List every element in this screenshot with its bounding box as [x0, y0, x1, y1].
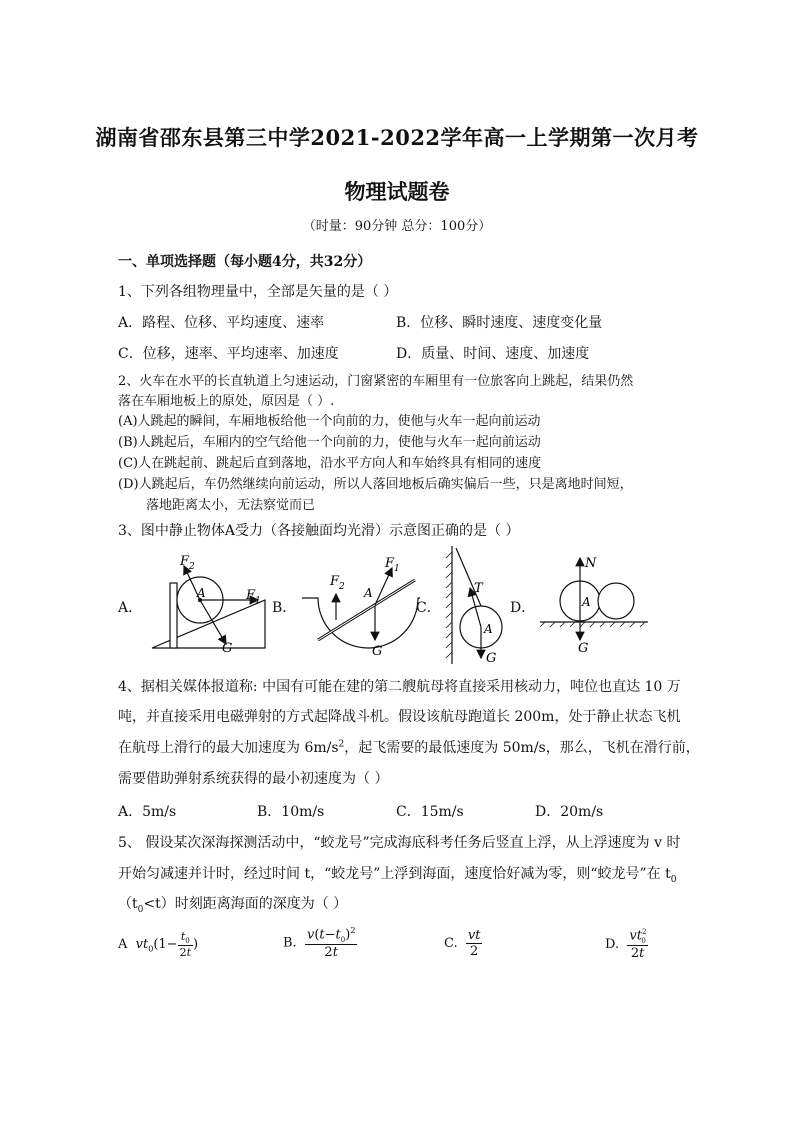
q5-line2-sub: 0: [670, 874, 677, 885]
q4-line3-sup: 2: [338, 739, 345, 750]
figure-a-wall: [170, 583, 177, 648]
q4-line3-b: ，起飞需要的最低速度为 50m/s，那么，飞机在滑行前，: [344, 740, 700, 756]
figure-d-a-label: A: [582, 595, 591, 609]
q2-option-c: (C)人在跳起前、跳起后直到落地，沿水平方向人和车始终具有相同的速度: [118, 456, 542, 471]
figure-a-a-label: A: [197, 586, 206, 600]
q3-figures: [0, 540, 794, 670]
figure-b-g-label: G: [372, 644, 383, 659]
figure-c-a-label: A: [484, 622, 493, 636]
figure-b-f1-sub: 1: [394, 564, 400, 574]
section-heading: 一、单项选择题（每小题4分，共32分）: [118, 254, 372, 270]
figure-a: [152, 566, 265, 648]
q1-option-a: A．路程、位移、平均速度、速率: [118, 315, 325, 331]
q5-option-c-formula: $\frac{vt}{2}$: [467, 928, 481, 959]
q5-line3: [118, 893, 347, 915]
figure-a-f2-sub: 2: [189, 562, 195, 572]
q5-option-c: [444, 928, 482, 959]
q5-option-d-label: D.: [605, 936, 620, 952]
figure-a-f2-label: F: [180, 554, 190, 569]
q2-stem-line1: 2、火车在水平的长直轨道上匀速运动，门窗紧密的车厢里有一位旅客向上跳起，结果仍然: [118, 374, 634, 389]
figure-c-g-label: G: [486, 651, 497, 666]
figure-b-f2-label: F: [330, 574, 340, 589]
q1-stem: 1、下列各组物理量中，全部是矢量的是（ ）: [118, 284, 398, 300]
q3-label-d: D．: [510, 600, 536, 616]
q5-option-d: [605, 928, 648, 961]
q5-line3-sub: 0: [137, 904, 144, 915]
q1-option-d: D．质量、时间、速度、加速度: [396, 346, 590, 362]
q4-line2: 吨，并直接采用电磁弹射的方式起降战斗机。假设该航母跑道长 200m，处于静止状态飞机: [118, 709, 681, 725]
q3-stem: 3、图中静止物体A受力（各接触面均光滑）示意图正确的是（ ）: [118, 523, 520, 539]
q2-option-b: (B)人跳起后，车厢内的空气给他一个向前的力，使他与火车一起向前运动: [118, 435, 541, 450]
figure-a-g-label: G: [222, 641, 233, 656]
q5-line3-a: （t: [118, 896, 138, 912]
exam-meta: （时量：90分钟 总分：100分）: [302, 219, 492, 234]
q4-option-d: D．20m/s: [535, 804, 604, 820]
q5-option-a-label: A: [118, 937, 128, 953]
q5-option-c-label: C.: [444, 936, 458, 951]
q5-line2-text: 开始匀减速并计时，经过时间 t，“蛟龙号”上浮到海面，速度恰好减为零，则“蛟龙号”在 t: [118, 866, 671, 882]
q2-option-a: (A)人跳起的瞬间，车厢地板给他一个向前的力，使他与火车一起向前运动: [118, 414, 541, 429]
q1-option-c: C．位移，速率、平均速率、加速度: [118, 346, 339, 362]
figure-b-f2-sub: 2: [339, 582, 345, 592]
figure-d-n-label: N: [585, 556, 597, 571]
figure-c-rope: [456, 548, 481, 606]
figure-b-f1-label: F: [385, 556, 395, 571]
figure-b: [302, 568, 420, 648]
exam-subtitle: 物理试题卷: [344, 179, 450, 204]
q5-option-a-formula: $vt_0(1-$ $\frac{t_0}{2t}$ ): [135, 930, 199, 960]
q4-option-a: A．5m/s: [118, 804, 177, 820]
q5-option-b-formula: $\frac{v(t-t_0)^2}{2t}$: [306, 926, 356, 960]
exam-title: 湖南省邵东县第三中学2021-2022学年高一上学期第一次月考: [95, 125, 699, 150]
q3-label-a: A．: [118, 600, 143, 616]
q4-line1: 4、据相关媒体报道称: 中国有可能在建的第二艘航母将直接采用核动力，吨位也直达 10 万: [118, 679, 681, 695]
q4-option-c: C．15m/s: [396, 804, 464, 820]
q4-line3: [118, 737, 700, 757]
q5-option-b-label: B.: [283, 935, 297, 951]
figure-a-f1-label: F: [246, 588, 256, 603]
q4-line3-a: 在航母上滑行的最大加速度为 6m/s: [118, 740, 339, 756]
q2-option-d-line2: 落地距离太小，无法察觉而已: [146, 498, 316, 513]
q2-option-d-line1: (D)人跳起后，车仍然继续向前运动，所以人落回地板后确实偏后一些，只是离地时间短，: [118, 477, 633, 492]
q1-option-b: B．位移、瞬时速度、速度变化量: [396, 315, 603, 331]
figure-a-f1-sub: 1: [255, 596, 261, 606]
q3-label-b: B．: [272, 600, 297, 616]
figure-c-t-label: T: [474, 581, 483, 596]
figure-b-a-label: A: [364, 586, 373, 600]
figure-c: [446, 546, 502, 664]
q5-option-b: [283, 926, 357, 960]
q5-line1: 5、 假设某次深海探测活动中，“蛟龙号”完成海底科考任务后竖直上浮，从上浮速度为 v 时: [118, 835, 681, 851]
q4-line4: 需要借助弹射系统获得的最小初速度为（ ）: [118, 771, 389, 787]
q5-option-d-formula: $\frac{vt^2_0}{2t}$: [629, 928, 647, 961]
q2-stem-line2: 落在车厢地板上的原处，原因是（ ）.: [118, 394, 335, 409]
q4-option-b: B．10m/s: [257, 804, 325, 820]
q5-line3-b: <t）时刻距离海面的深度为（ ）: [143, 896, 348, 912]
q3-label-c: C．: [416, 600, 441, 616]
q5-line2: [118, 863, 677, 885]
figure-d-sphere-b: [598, 583, 634, 619]
figure-d-g-label: G: [578, 641, 589, 656]
q5-option-a: [118, 930, 198, 959]
